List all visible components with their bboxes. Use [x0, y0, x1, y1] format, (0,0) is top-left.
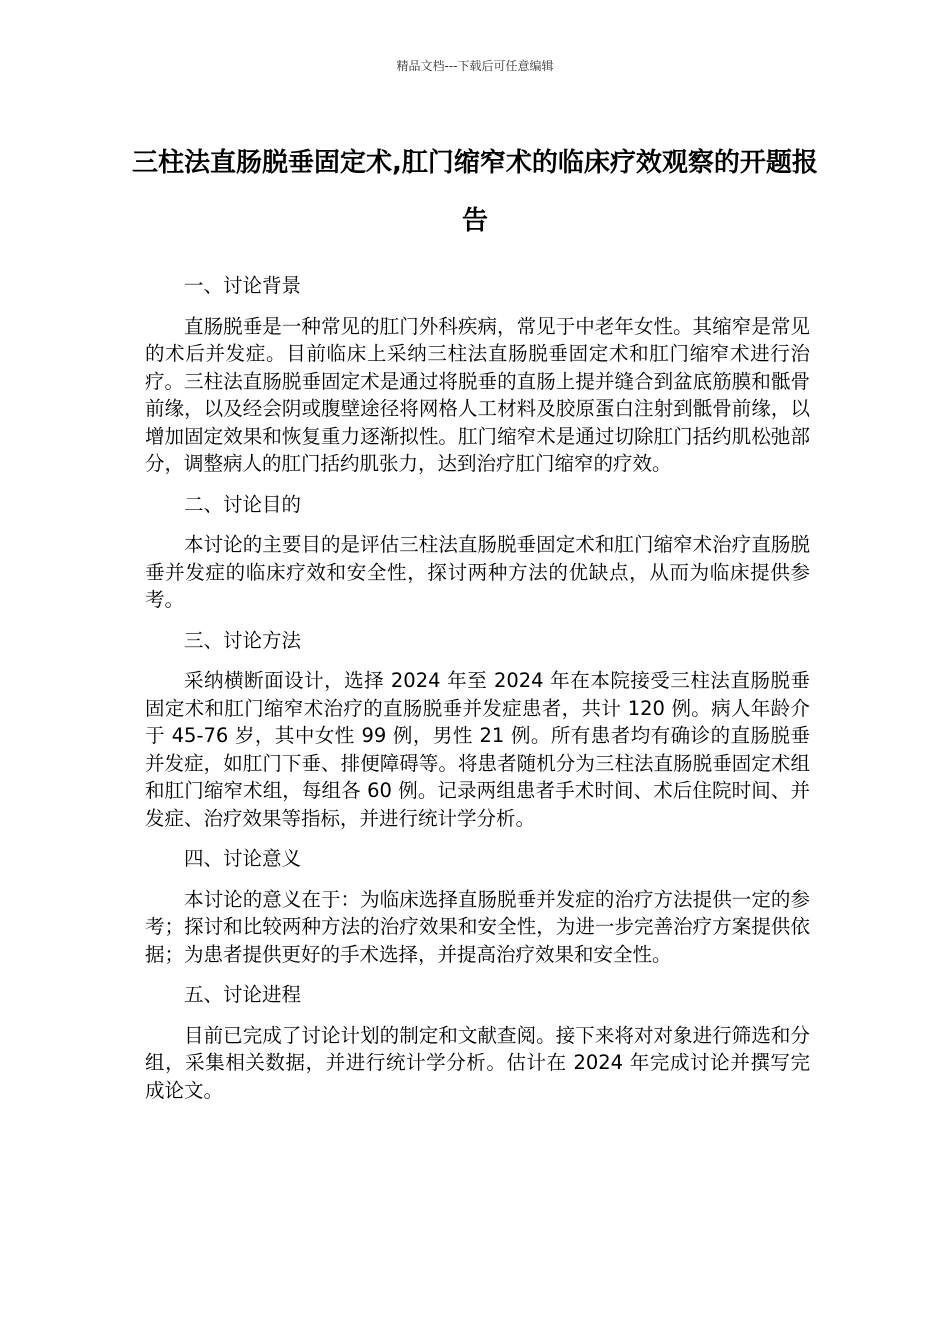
document-title: 三柱法直肠脱垂固定术,肛门缩窄术的临床疗效观察的开题报告	[132, 148, 818, 236]
section-heading-progress: 五、讨论进程	[184, 983, 302, 1006]
section-heading-purpose: 二、讨论目的	[184, 492, 302, 516]
section-paragraph-significance: 本讨论的意义在于：为临床选择直肠脱垂并发症的治疗方法提供一定的参考；探讨和比较两种方法的治疗效果和安全性，为进一步完善治疗方案提供依据；为患者提供更好的手术选择，并提高治疗效果和安全性。	[145, 887, 810, 966]
section-heading-method: 三、讨论方法	[184, 628, 302, 652]
section-heading-background: 一、讨论背景	[184, 274, 302, 297]
section-paragraph-method: 采纳横断面设计，选择 2024 年至 2024 年在本院接受三柱法直肠脱垂固定术和肛门缩窄术治疗的直肠脱垂并发症患者，共计 120 例。病人年龄介于 45-76 岁，其中女性 99 例，男性 21 例。所有患者均有确诊的直肠脱垂并发症，如肛门下垂、排便障碍等。将患者随机分为三柱法直肠脱垂固定术组和肛门缩窄术组，每组各 60 例。记录两组患者手术时间、术后住院时间、并发症、治疗效果等指标，并进行统计学分析。	[145, 669, 810, 830]
document-body	[145, 272, 810, 1117]
section-paragraph-background: 直肠脱垂是一种常见的肛门外科疾病，常见于中老年女性。其缩窄是常见的术后并发症。目前临床上采纳三柱法直肠脱垂固定术和肛门缩窄术进行治疗。三柱法直肠脱垂固定术是通过将脱垂的直肠上提并缝合到盆底筋膜和骶骨前缘，以及经会阴或腹壁途径将网格人工材料及胶原蛋白注射到骶骨前缘，以增加固定效果和恢复重力逐渐拟性。肛门缩窄术是通过切除肛门括约肌松弛部分，调整病人的肛门括约肌张力，达到治疗肛门缩窄的疗效。	[145, 314, 810, 475]
header-note: 精品文档---下载后可任意编辑	[396, 59, 554, 73]
section-paragraph-purpose: 本讨论的主要目的是评估三柱法直肠脱垂固定术和肛门缩窄术治疗直肠脱垂并发症的临床疗效和安全性，探讨两种方法的优缺点，从而为临床提供参考。	[145, 533, 810, 611]
section-heading-significance: 四、讨论意义	[184, 847, 302, 870]
section-paragraph-progress: 目前已完成了讨论计划的制定和文献查阅。接下来将对对象进行筛选和分组，采集相关数据，并进行统计学分析。估计在 2024 年完成讨论并撰写完成论文。	[145, 1023, 810, 1102]
